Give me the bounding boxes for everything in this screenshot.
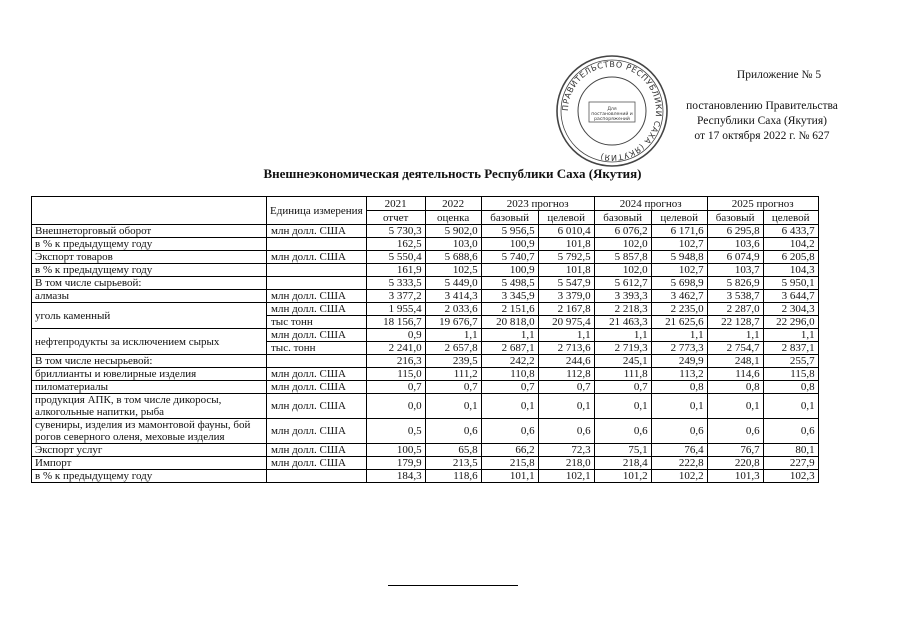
row-unit xyxy=(267,277,367,290)
cell-value: 255,7 xyxy=(763,355,818,368)
row-label: в % к предыдущему году xyxy=(32,264,267,277)
row-unit: млн долл. США xyxy=(267,444,367,457)
cell-value: 1,1 xyxy=(481,329,538,342)
cell-value: 5 740,7 xyxy=(481,251,538,264)
cell-value: 21 625,6 xyxy=(651,316,707,329)
cell-value: 5 612,7 xyxy=(594,277,651,290)
row-label: Внешнеторговый оборот xyxy=(32,225,267,238)
table-row xyxy=(32,329,819,342)
cell-value: 110,8 xyxy=(481,368,538,381)
cell-value: 239,5 xyxy=(425,355,481,368)
cell-value: 0,1 xyxy=(763,394,818,419)
row-unit xyxy=(267,355,367,368)
cell-value: 115,0 xyxy=(366,368,425,381)
cell-value: 0,1 xyxy=(538,394,594,419)
header-2024-target: целевой xyxy=(651,211,707,225)
header-2025-target: целевой xyxy=(763,211,818,225)
row-unit xyxy=(267,470,367,483)
row-unit: млн долл. США xyxy=(267,329,367,342)
header-unit: Единица измерения xyxy=(267,197,367,225)
cell-value: 80,1 xyxy=(763,444,818,457)
cell-value: 2 754,7 xyxy=(707,342,763,355)
cell-value: 76,4 xyxy=(651,444,707,457)
cell-value: 5 498,5 xyxy=(481,277,538,290)
cell-value: 76,7 xyxy=(707,444,763,457)
cell-value: 101,2 xyxy=(594,470,651,483)
row-unit: млн долл. США xyxy=(267,381,367,394)
cell-value: 245,1 xyxy=(594,355,651,368)
foreign-trade-table xyxy=(31,196,819,483)
row-unit: млн долл. США xyxy=(267,303,367,316)
cell-value: 248,1 xyxy=(707,355,763,368)
cell-value: 3 462,7 xyxy=(651,290,707,303)
cell-value: 3 379,0 xyxy=(538,290,594,303)
row-unit: млн долл. США xyxy=(267,251,367,264)
cell-value: 102,0 xyxy=(594,238,651,251)
header-2024: 2024 прогноз xyxy=(594,197,707,211)
svg-text:распоряжений: распоряжений xyxy=(594,117,630,122)
appendix-number: Приложение № 5 xyxy=(736,69,822,81)
cell-value: 100,9 xyxy=(481,238,538,251)
official-seal-stamp xyxy=(553,52,671,170)
table-row xyxy=(32,394,819,419)
cell-value: 2 773,3 xyxy=(651,342,707,355)
cell-value: 5 948,8 xyxy=(651,251,707,264)
cell-value: 0,8 xyxy=(763,381,818,394)
cell-value: 19 676,7 xyxy=(425,316,481,329)
cell-value: 22 296,0 xyxy=(763,316,818,329)
row-label: сувениры, изделия из мамонтовой фауны, бой рогов северного оленя, меховые изделия xyxy=(32,419,267,444)
cell-value: 2 657,8 xyxy=(425,342,481,355)
header-2021: 2021 xyxy=(366,197,425,211)
cell-value: 0,7 xyxy=(481,381,538,394)
cell-value: 184,3 xyxy=(366,470,425,483)
cell-value: 5 826,9 xyxy=(707,277,763,290)
cell-value: 114,6 xyxy=(707,368,763,381)
cell-value: 0,9 xyxy=(366,329,425,342)
svg-text:постановлений и: постановлений и xyxy=(591,112,633,117)
row-unit: млн долл. США xyxy=(267,457,367,470)
cell-value: 21 463,3 xyxy=(594,316,651,329)
cell-value: 215,8 xyxy=(481,457,538,470)
cell-value: 2 235,0 xyxy=(651,303,707,316)
cell-value: 1 955,4 xyxy=(366,303,425,316)
row-label: В том числе несырьевой: xyxy=(32,355,267,368)
table-row xyxy=(32,238,819,251)
header-2022-estimate: оценка xyxy=(425,211,481,225)
cell-value: 20 818,0 xyxy=(481,316,538,329)
row-unit: млн долл. США xyxy=(267,394,367,419)
table-row xyxy=(32,381,819,394)
cell-value: 22 128,7 xyxy=(707,316,763,329)
cell-value: 0,6 xyxy=(594,419,651,444)
cell-value: 100,9 xyxy=(481,264,538,277)
cell-value: 6 433,7 xyxy=(763,225,818,238)
cell-value: 0,0 xyxy=(366,394,425,419)
table-row xyxy=(32,225,819,238)
cell-value: 0,1 xyxy=(707,394,763,419)
cell-value: 103,7 xyxy=(707,264,763,277)
cell-value: 100,5 xyxy=(366,444,425,457)
cell-value: 179,9 xyxy=(366,457,425,470)
table-row xyxy=(32,419,819,444)
cell-value: 0,6 xyxy=(425,419,481,444)
document-title: Внешнеэкономическая деятельность Республики Саха (Якутия) xyxy=(263,166,642,181)
cell-value: 101,8 xyxy=(538,264,594,277)
cell-value: 0,6 xyxy=(481,419,538,444)
cell-value: 75,1 xyxy=(594,444,651,457)
header-2025-base: базовый xyxy=(707,211,763,225)
cell-value: 0,6 xyxy=(538,419,594,444)
header-2024-base: базовый xyxy=(594,211,651,225)
row-label: продукция АПК, в том числе дикоросы, алкогольные напитки, рыба xyxy=(32,394,267,419)
cell-value: 0,1 xyxy=(594,394,651,419)
header-2023: 2023 прогноз xyxy=(481,197,594,211)
header-2022: 2022 xyxy=(425,197,481,211)
cell-value: 0,7 xyxy=(594,381,651,394)
cell-value: 72,3 xyxy=(538,444,594,457)
cell-value: 5 956,5 xyxy=(481,225,538,238)
row-label: в % к предыдущему году xyxy=(32,238,267,251)
cell-value: 102,2 xyxy=(651,470,707,483)
cell-value: 0,7 xyxy=(425,381,481,394)
appendix-line-decree: постановлению Правительства xyxy=(686,100,838,112)
cell-value: 249,9 xyxy=(651,355,707,368)
cell-value: 2 287,0 xyxy=(707,303,763,316)
cell-value: 6 076,2 xyxy=(594,225,651,238)
row-unit xyxy=(267,264,367,277)
cell-value: 2 218,3 xyxy=(594,303,651,316)
cell-value: 6 295,8 xyxy=(707,225,763,238)
cell-value: 0,6 xyxy=(651,419,707,444)
cell-value: 2 713,6 xyxy=(538,342,594,355)
table-row xyxy=(32,251,819,264)
cell-value: 5 547,9 xyxy=(538,277,594,290)
row-label: алмазы xyxy=(32,290,267,303)
cell-value: 216,3 xyxy=(366,355,425,368)
cell-value: 3 345,9 xyxy=(481,290,538,303)
cell-value: 2 304,3 xyxy=(763,303,818,316)
cell-value: 113,2 xyxy=(651,368,707,381)
cell-value: 112,8 xyxy=(538,368,594,381)
cell-value: 227,9 xyxy=(763,457,818,470)
cell-value: 102,7 xyxy=(651,238,707,251)
cell-value: 5 698,9 xyxy=(651,277,707,290)
cell-value: 2 837,1 xyxy=(763,342,818,355)
cell-value: 6 010,4 xyxy=(538,225,594,238)
cell-value: 5 688,6 xyxy=(425,251,481,264)
seal-ring-text: ПРАВИТЕЛЬСТВО РЕСПУБЛИКИ САХА (ЯКУТИЯ) xyxy=(560,59,664,163)
table-row xyxy=(32,264,819,277)
cell-value: 3 377,2 xyxy=(366,290,425,303)
cell-value: 220,8 xyxy=(707,457,763,470)
cell-value: 1,1 xyxy=(594,329,651,342)
cell-value: 244,6 xyxy=(538,355,594,368)
row-unit: тыс. тонн xyxy=(267,342,367,355)
cell-value: 5 902,0 xyxy=(425,225,481,238)
svg-text:Для: Для xyxy=(607,107,617,112)
table-row xyxy=(32,290,819,303)
header-2023-target: целевой xyxy=(538,211,594,225)
header-2021-report: отчет xyxy=(366,211,425,225)
cell-value: 6 205,8 xyxy=(763,251,818,264)
appendix-line-date: от 17 октября 2022 г. № 627 xyxy=(694,130,830,142)
cell-value: 2 719,3 xyxy=(594,342,651,355)
cell-value: 102,5 xyxy=(425,264,481,277)
cell-value: 0,8 xyxy=(651,381,707,394)
cell-value: 0,6 xyxy=(763,419,818,444)
appendix-line-republic: Республики Саха (Якутия) xyxy=(697,115,827,127)
appendix-header xyxy=(664,68,860,144)
row-label: Экспорт услуг xyxy=(32,444,267,457)
cell-value: 5 857,8 xyxy=(594,251,651,264)
cell-value: 102,0 xyxy=(594,264,651,277)
cell-value: 5 550,4 xyxy=(366,251,425,264)
row-unit: млн долл. США xyxy=(267,225,367,238)
cell-value: 101,8 xyxy=(538,238,594,251)
table-row xyxy=(32,355,819,368)
header-2025: 2025 прогноз xyxy=(707,197,818,211)
cell-value: 3 644,7 xyxy=(763,290,818,303)
cell-value: 161,9 xyxy=(366,264,425,277)
row-unit: тыс тонн xyxy=(267,316,367,329)
cell-value: 20 975,4 xyxy=(538,316,594,329)
cell-value: 3 393,3 xyxy=(594,290,651,303)
cell-value: 115,8 xyxy=(763,368,818,381)
cell-value: 6 074,9 xyxy=(707,251,763,264)
cell-value: 103,6 xyxy=(707,238,763,251)
cell-value: 213,5 xyxy=(425,457,481,470)
cell-value: 0,5 xyxy=(366,419,425,444)
cell-value: 2 687,1 xyxy=(481,342,538,355)
row-label: уголь каменный xyxy=(32,303,267,329)
row-unit xyxy=(267,238,367,251)
cell-value: 2 033,6 xyxy=(425,303,481,316)
cell-value: 111,2 xyxy=(425,368,481,381)
cell-value: 5 950,1 xyxy=(763,277,818,290)
table-row xyxy=(32,457,819,470)
table-row xyxy=(32,470,819,483)
cell-value: 6 171,6 xyxy=(651,225,707,238)
footer-divider-line xyxy=(388,585,518,586)
cell-value: 65,8 xyxy=(425,444,481,457)
cell-value: 218,0 xyxy=(538,457,594,470)
cell-value: 1,1 xyxy=(651,329,707,342)
row-label: нефтепродукты за исключением сырых xyxy=(32,329,267,355)
table-row xyxy=(32,444,819,457)
row-unit: млн долл. США xyxy=(267,368,367,381)
header-row-1 xyxy=(32,197,819,211)
cell-value: 0,1 xyxy=(481,394,538,419)
cell-value: 0,8 xyxy=(707,381,763,394)
cell-value: 1,1 xyxy=(763,329,818,342)
cell-value: 101,3 xyxy=(707,470,763,483)
row-label: В том числе сырьевой: xyxy=(32,277,267,290)
table-row xyxy=(32,303,819,316)
cell-value: 66,2 xyxy=(481,444,538,457)
cell-value: 0,1 xyxy=(651,394,707,419)
cell-value: 0,7 xyxy=(366,381,425,394)
cell-value: 1,1 xyxy=(425,329,481,342)
cell-value: 118,6 xyxy=(425,470,481,483)
cell-value: 222,8 xyxy=(651,457,707,470)
cell-value: 102,3 xyxy=(763,470,818,483)
cell-value: 162,5 xyxy=(366,238,425,251)
cell-value: 5 333,5 xyxy=(366,277,425,290)
table-row xyxy=(32,277,819,290)
cell-value: 104,2 xyxy=(763,238,818,251)
cell-value: 0,6 xyxy=(707,419,763,444)
cell-value: 2 151,6 xyxy=(481,303,538,316)
cell-value: 5 449,0 xyxy=(425,277,481,290)
cell-value: 1,1 xyxy=(538,329,594,342)
cell-value: 0,1 xyxy=(425,394,481,419)
cell-value: 2 167,8 xyxy=(538,303,594,316)
cell-value: 218,4 xyxy=(594,457,651,470)
cell-value: 3 538,7 xyxy=(707,290,763,303)
row-label: Импорт xyxy=(32,457,267,470)
row-unit: млн долл. США xyxy=(267,419,367,444)
row-label: бриллианты и ювелирные изделия xyxy=(32,368,267,381)
cell-value: 104,3 xyxy=(763,264,818,277)
row-label: в % к предыдущему году xyxy=(32,470,267,483)
cell-value: 5 730,3 xyxy=(366,225,425,238)
row-unit: млн долл. США xyxy=(267,290,367,303)
row-label: пиломатериалы xyxy=(32,381,267,394)
row-label: Экспорт товаров xyxy=(32,251,267,264)
cell-value: 2 241,0 xyxy=(366,342,425,355)
cell-value: 1,1 xyxy=(707,329,763,342)
cell-value: 18 156,7 xyxy=(366,316,425,329)
cell-value: 102,7 xyxy=(651,264,707,277)
header-indicator xyxy=(32,197,267,225)
cell-value: 102,1 xyxy=(538,470,594,483)
cell-value: 3 414,3 xyxy=(425,290,481,303)
cell-value: 103,0 xyxy=(425,238,481,251)
cell-value: 111,8 xyxy=(594,368,651,381)
cell-value: 5 792,5 xyxy=(538,251,594,264)
cell-value: 0,7 xyxy=(538,381,594,394)
table-row xyxy=(32,368,819,381)
cell-value: 242,2 xyxy=(481,355,538,368)
cell-value: 101,1 xyxy=(481,470,538,483)
header-2023-base: базовый xyxy=(481,211,538,225)
